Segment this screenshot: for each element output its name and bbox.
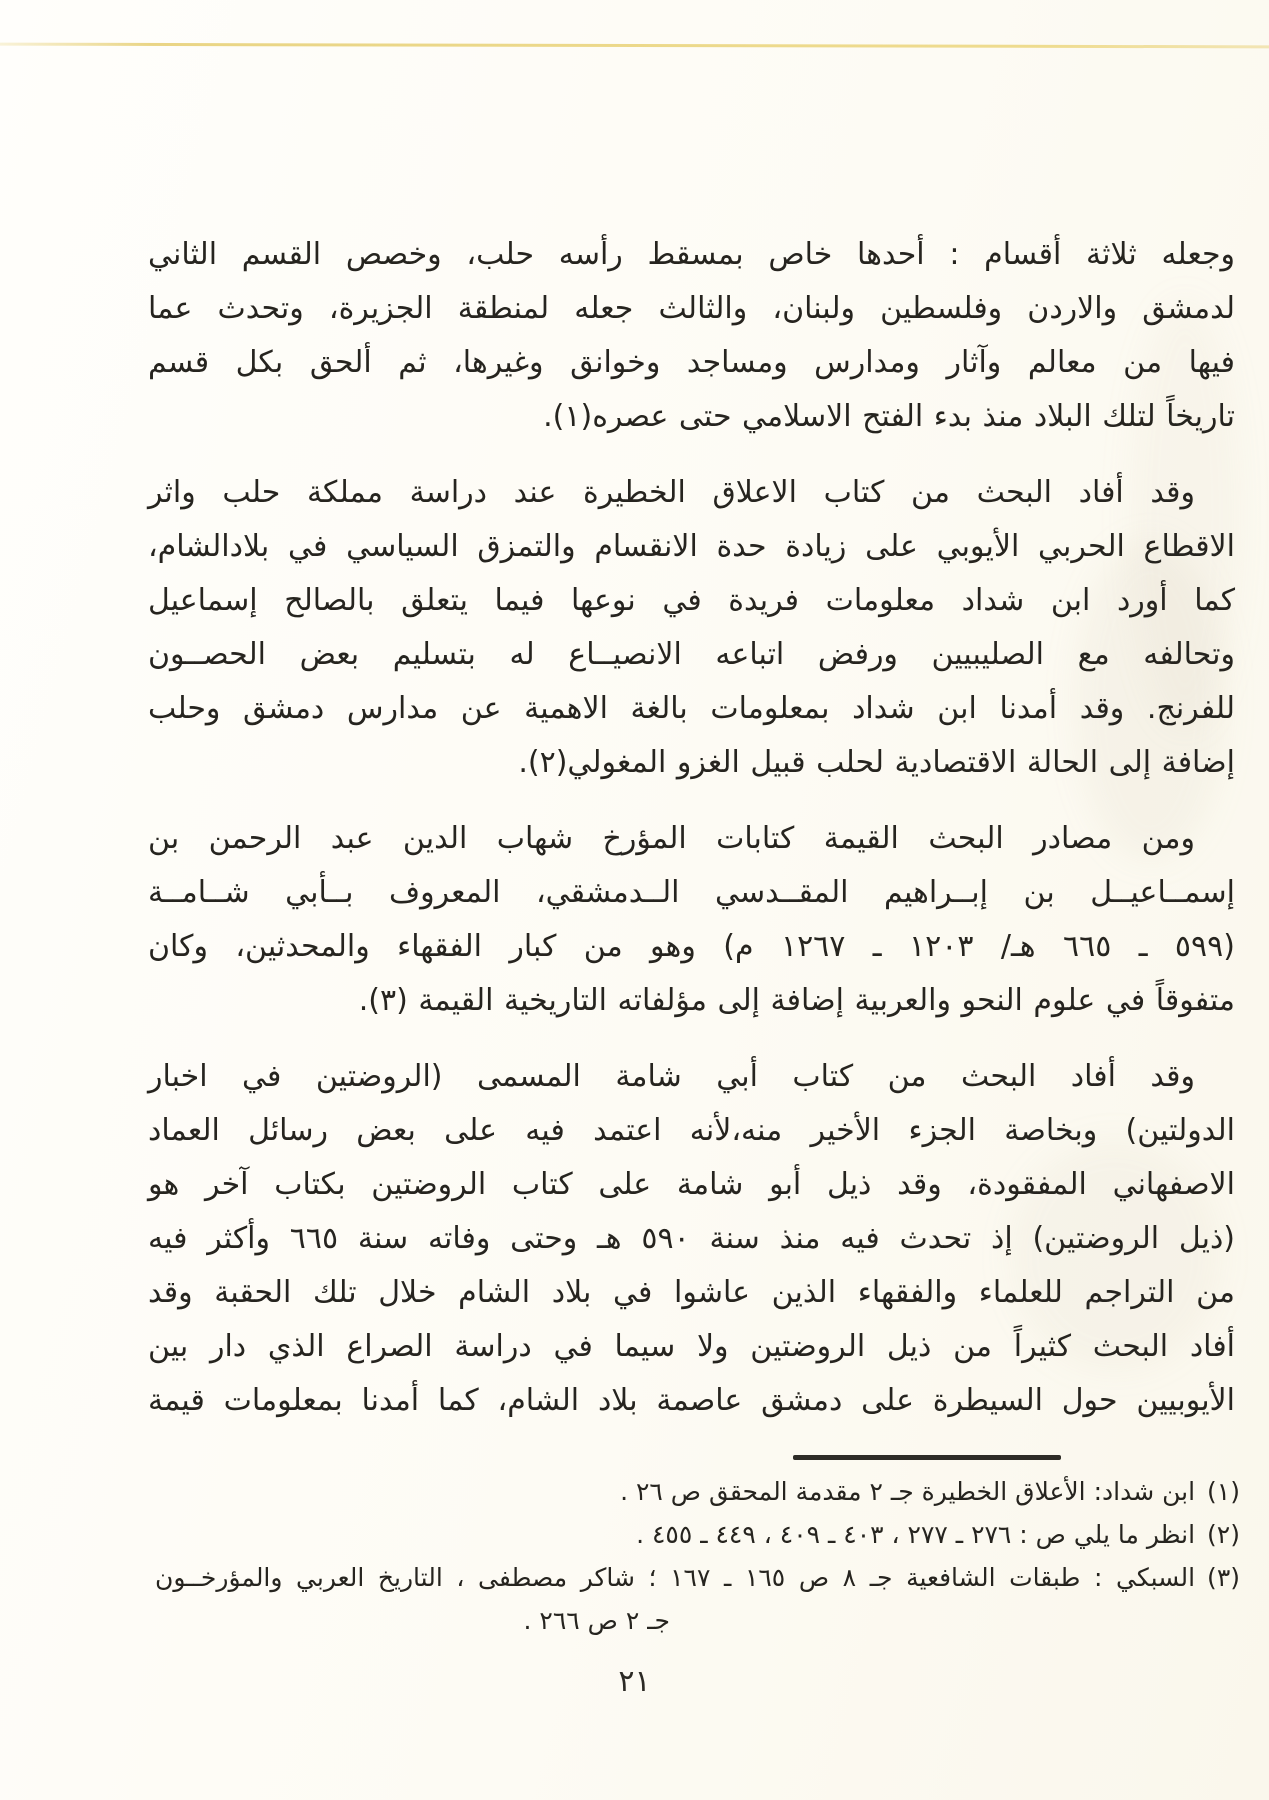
body-text-line: وقد أفاد البحث من كتاب الاعلاق الخطيرة عند دراسة مملكة حلب واثر (148, 475, 1195, 510)
body-text-block (148, 228, 1235, 1450)
footnote-1 (155, 1470, 1240, 1513)
footnote-3 (155, 1556, 1240, 1599)
scan-crease-line (0, 43, 1269, 49)
footnote-text: ابن شداد: الأعلاق الخطيرة جـ ٢ مقدمة المحقق ص ٢٦ . (620, 1477, 1196, 1506)
body-text-line: وتحالفه مع الصليبيين ورفض اتباعه الانصيــاع له بتسليم بعض الحصــون (148, 637, 1235, 672)
footnote-separator (793, 1455, 1061, 1460)
body-text-line: الاصفهاني المفقودة، وقد ذيل أبو شامة على كتاب الروضتين بكتاب آخر هو (148, 1167, 1235, 1202)
footnote-text: السبكي : طبقات الشافعية جـ ٨ ص ١٦٥ ـ ١٦٧ ؛ شاكر مصطفى ، التاريخ العربي والمؤرخــون (155, 1563, 1196, 1592)
footnote-marker: (١) (1207, 1477, 1240, 1506)
footnote-2 (155, 1513, 1240, 1556)
footnote-marker: (٢) (1207, 1520, 1240, 1549)
body-text-line: من التراجم للعلماء والفقهاء الذين عاشوا في بلاد الشام خلال تلك الحقبة وقد (148, 1275, 1235, 1310)
paragraph-2 (148, 466, 1235, 790)
footnote-continuation-line: جـ ٢ ص ٢٦٦ . (523, 1606, 670, 1635)
body-text-line: الاقطاع الحربي الأيوبي على زيادة حدة الانقسام والتمزق السياسي في بلادالشام، (148, 529, 1235, 564)
body-text-line: الأيوبيين حول السيطرة على دمشق عاصمة بلاد الشام، كما أمدنا بمعلومات قيمة (148, 1383, 1235, 1418)
body-text-line: (٥٩٩ ـ ٦٦٥ هـ/ ١٢٠٣ ـ ١٢٦٧ م) وهو من كبار الفقهاء والمحدثين، وكان (148, 929, 1235, 964)
footnote-marker: (٣) (1207, 1563, 1241, 1592)
page-number: ٢١ (618, 1664, 651, 1699)
paragraph-3 (148, 812, 1235, 1028)
body-text-line: (ذيل الروضتين) إذ تحدث فيه منذ سنة ٥٩٠ هـ وحتى وفاته سنة ٦٦٥ وأكثر فيه (148, 1221, 1236, 1256)
footnotes-block (155, 1470, 1240, 1642)
footnote-text: انظر ما يلي ص : ٢٧٦ ـ ٢٧٧ ، ٤٠٣ ـ ٤٠٩ ، ٤٤٩ ـ ٤٥٥ . (636, 1520, 1196, 1549)
body-text-line: كما أورد ابن شداد معلومات فريدة في نوعها فيما يتعلق بالصالح إسماعيل (148, 583, 1235, 618)
body-text-line: تاريخاً لتلك البلاد منذ بدء الفتح الاسلامي حتى عصره(١). (543, 399, 1235, 434)
body-text-line: لدمشق والاردن وفلسطين ولبنان، والثالث جعله لمنطقة الجزيرة، وتحدث عما (148, 291, 1235, 326)
paragraph-1 (148, 228, 1235, 444)
body-text-line: وقد أفاد البحث من كتاب أبي شامة المسمى (الروضتين في اخبار (148, 1059, 1195, 1094)
body-text-line: للفرنج. وقد أمدنا ابن شداد بمعلومات بالغة الاهمية عن مدارس دمشق وحلب (148, 691, 1235, 726)
body-text-line: الدولتين) وبخاصة الجزء الأخير منه،لأنه اعتمد فيه على بعض رسائل العماد (148, 1113, 1235, 1148)
body-text-line: متفوقاً في علوم النحو والعربية إضافة إلى مؤلفاته التاريخية القيمة (٣). (358, 983, 1235, 1018)
paragraph-4 (148, 1050, 1235, 1428)
body-text-line: أفاد البحث كثيراً من ذيل الروضتين ولا سيما في دراسة الصراع الذي دار بين (148, 1329, 1235, 1364)
body-text-line: إضافة إلى الحالة الاقتصادية لحلب قبيل الغزو المغولي(٢). (518, 745, 1235, 780)
body-text-line: إسمــاعيــل بن إبــراهيم المقــدسي الــدمشقي، المعروف بــأبي شــامــة (148, 875, 1235, 910)
body-text-line: ومن مصادر البحث القيمة كتابات المؤرخ شهاب الدين عبد الرحمن بن (148, 821, 1195, 856)
body-text-line: وجعله ثلاثة أقسام : أحدها خاص بمسقط رأسه حلب، وخصص القسم الثاني (148, 237, 1235, 272)
body-text-line: فيها من معالم وآثار ومدارس ومساجد وخوانق وغيرها، ثم ألحق بكل قسم (148, 345, 1235, 380)
